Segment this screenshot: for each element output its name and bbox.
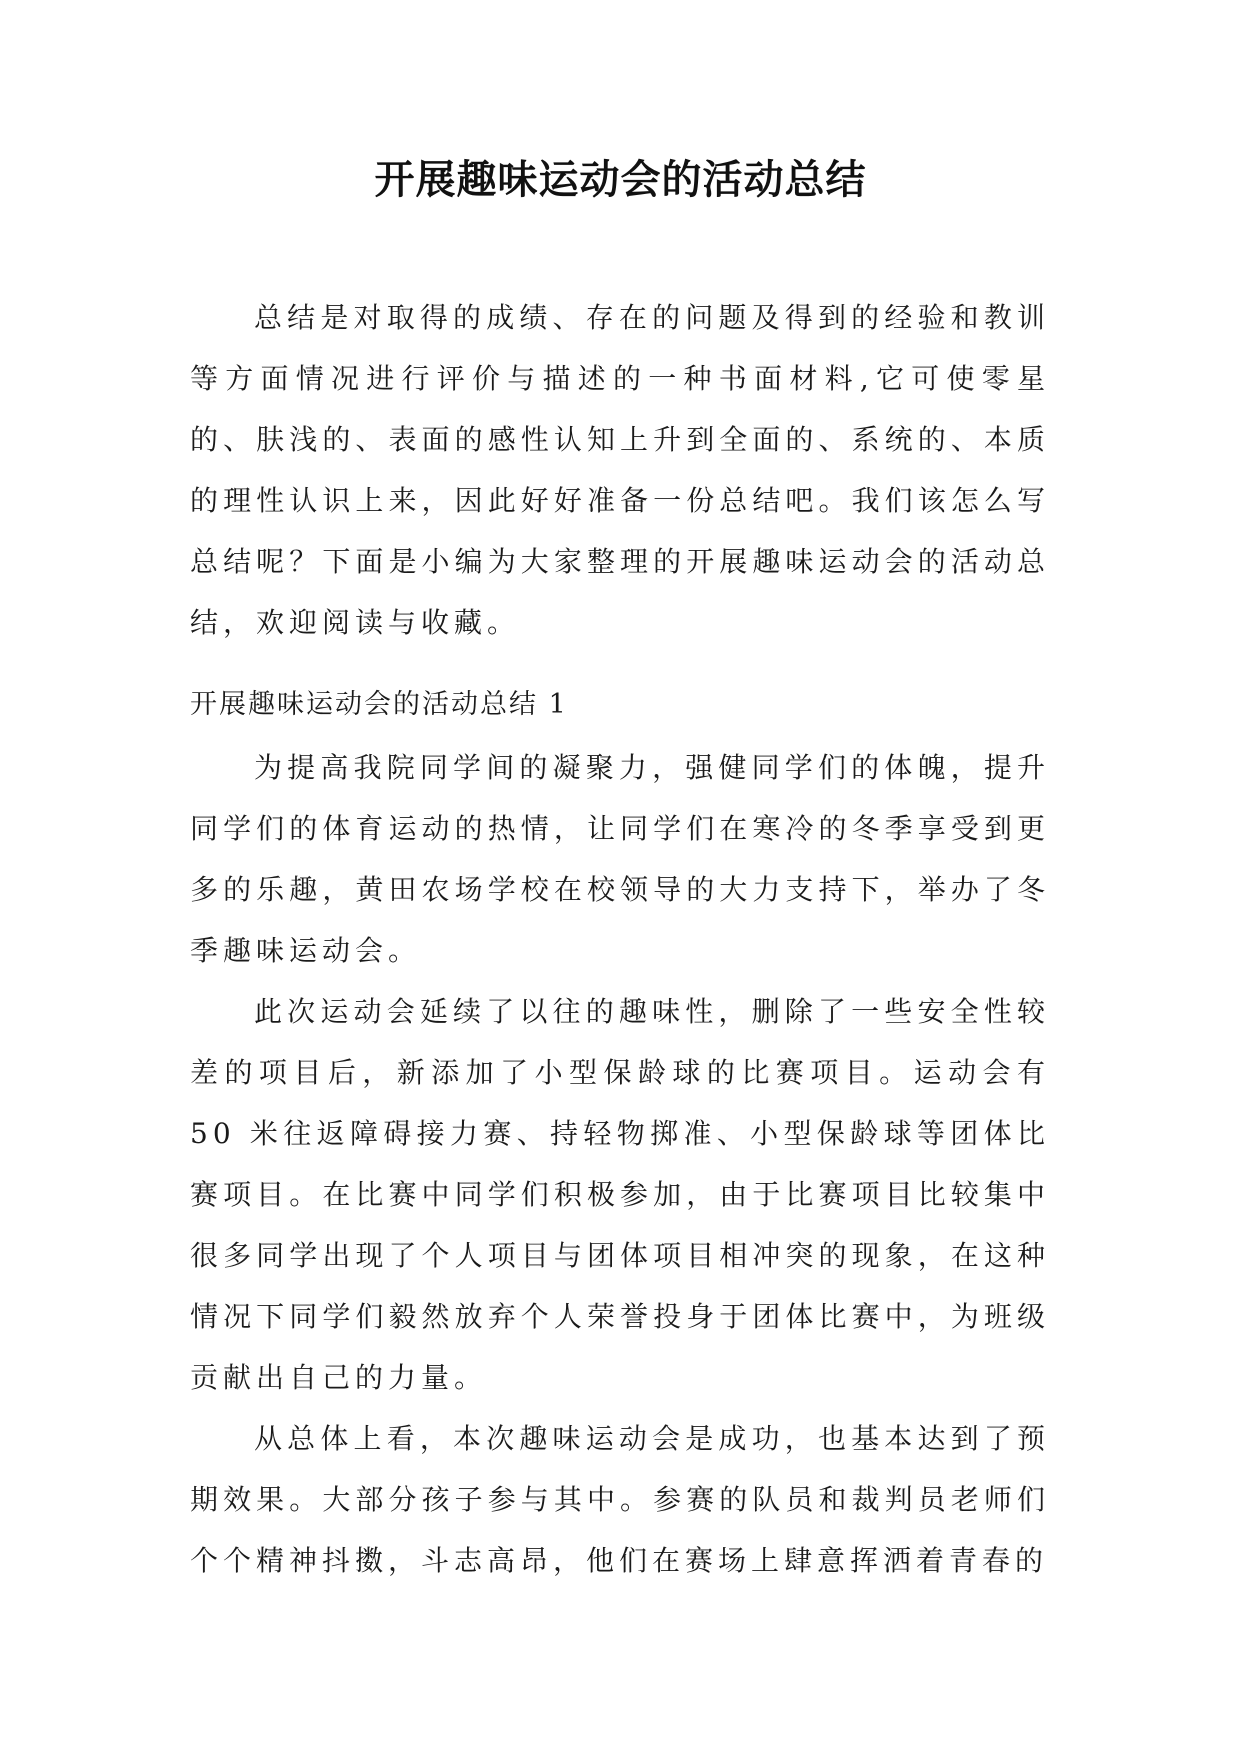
document-body <box>190 287 1050 1591</box>
document-title: 开展趣味运动会的活动总结 <box>374 157 867 203</box>
section-heading: 开展趣味运动会的活动总结 1 <box>190 689 568 720</box>
intro-paragraph: 总结是对取得的成绩、存在的问题及得到的经验和教训等方面情况进行评价与描述的一种书面材料,它可使零星的、肤浅的、表面的感性认知上升到全面的、系统的、本质的理性认识上来，因此好好准备一份总结吧。我们该怎么写总结呢？下面是小编为大家整理的开展趣味运动会的活动总结，欢迎阅读与收藏。 <box>190 301 1050 639</box>
body-paragraph: 此次运动会延续了以往的趣味性，删除了一些安全性较差的项目后，新添加了小型保龄球的比赛项目。运动会有 50 米往返障碍接力赛、持轻物掷准、小型保龄球等团体比赛项目。在比赛中同学们积极参加，由于比赛项目比较集中很多同学出现了个人项目与团体项目相冲突的现象，在这种情况下同学们毅然放弃个人荣誉投身于团体比赛中，为班级贡献出自己的力量。 <box>190 995 1050 1394</box>
body-paragraph: 为提高我院同学间的凝聚力，强健同学们的体魄，提升同学们的体育运动的热情，让同学们在寒冷的冬季享受到更多的乐趣，黄田农场学校在校领导的大力支持下，举办了冬季趣味运动会。 <box>190 751 1050 967</box>
body-paragraph: 从总体上看，本次趣味运动会是成功，也基本达到了预期效果。大部分孩子参与其中。参赛的队员和裁判员老师们个个精神抖擞，斗志高昂，他们在赛场上肆意挥洒着青春的 <box>190 1422 1050 1577</box>
